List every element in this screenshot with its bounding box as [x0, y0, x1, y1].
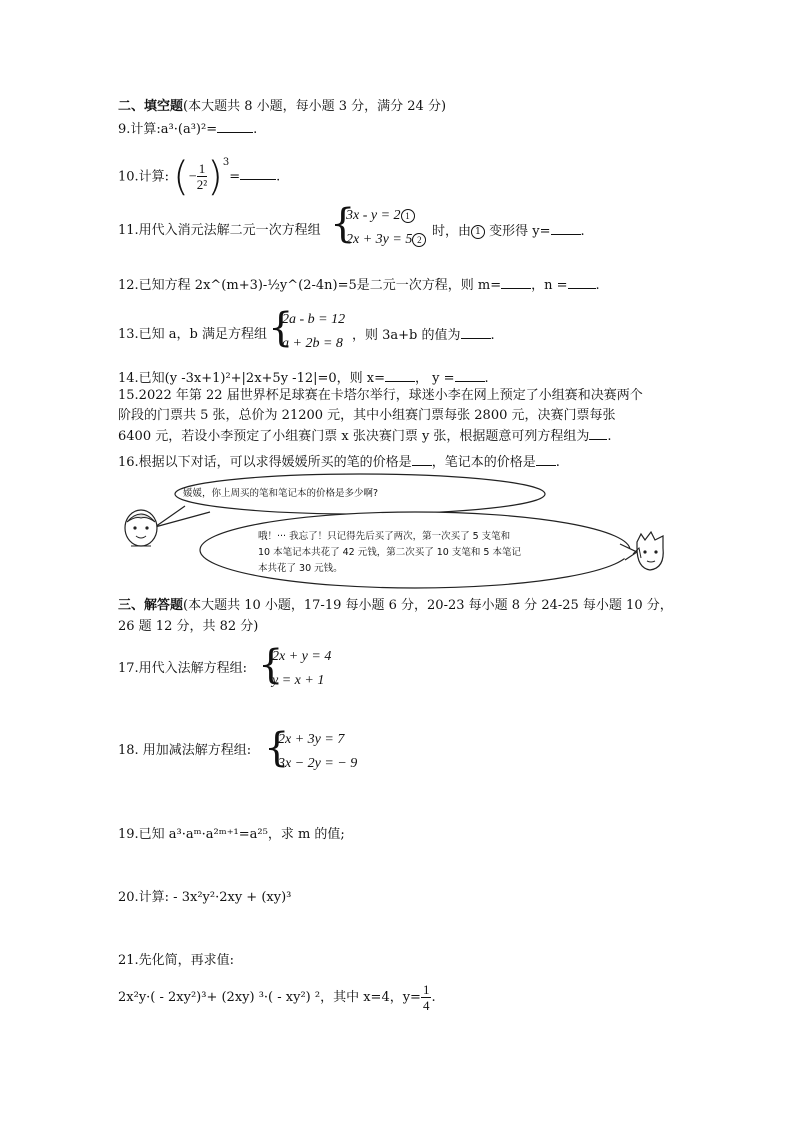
- q17-equation-1: 2x + y = 4: [272, 649, 332, 664]
- q10-fraction: $\frac{1}{\text{2²}}$: [196, 161, 208, 193]
- answer-blank: [412, 453, 432, 466]
- boy-avatar-icon: [633, 532, 663, 570]
- q18-equation-2: 3x − 2y = − 9: [278, 756, 358, 771]
- answer-blank: [217, 120, 253, 133]
- section2-subtitle: (本大题共 8 小题，每小题 3 分，满分 24 分): [183, 99, 447, 114]
- answer-blank: [501, 276, 531, 289]
- q11-equation-2: 2x + 3y = 5 2: [346, 232, 426, 248]
- q10-prefix: 10.计算:: [118, 169, 170, 185]
- answer-blank: [551, 222, 581, 235]
- question-16: 16.根据以下对话，可以求得媛媛所买的笔的价格是 ，笔记本的价格是 .: [118, 455, 560, 470]
- question-14: 14.已知(y -3x+1)²+|2x+5y -12|=0，则 x= ， y = .: [118, 371, 489, 386]
- q13-prefix: 13.已知 a，b 满足方程组: [118, 327, 268, 342]
- answer-blank: [589, 427, 607, 440]
- question-11-prefix: 11.用代入消元法解二元一次方程组: [118, 223, 321, 238]
- q17-equation-2: y = x + 1: [272, 673, 325, 688]
- q13-equation-2: a + 2b = 8: [282, 336, 343, 351]
- circled-one-icon: 1: [471, 225, 485, 239]
- question-9: 9.计算:a³·(a³)²= .: [118, 122, 258, 137]
- question-19: 19.已知 a³·aᵐ·a²ᵐ⁺¹=a²⁵，求 m 的值;: [118, 827, 345, 842]
- girl-avatar-icon: [125, 510, 157, 546]
- answer-blank: [536, 453, 556, 466]
- q12-text: 12.已知方程 2x^(m+3)-½y^(2-4n)=5是二元一次方程，则 m=: [118, 278, 502, 293]
- question-20: 20.计算: - 3x²y²·2xy + (xy)³: [118, 890, 292, 905]
- bubble-1-text: 媛媛，你上周买的笔和笔记本的价格是多少啊?: [183, 488, 379, 499]
- section3-line-1: (本大题共 10 小题，17-19 每小题 6 分，20-23 每小题 8 分 24-25 每小题 10 分，: [183, 598, 673, 613]
- q13-suffix: ，则 3a+b 的值为 .: [352, 328, 495, 343]
- answer-blank: [568, 276, 596, 289]
- question-12: 12.已知方程 2x^(m+3)-½y^(2-4n)=5是二元一次方程，则 m= ，n = .: [118, 278, 600, 293]
- bubble-1-tail: [155, 506, 210, 527]
- q21-line-1: 21.先化简，再求值:: [118, 953, 235, 968]
- section2-title: 二、填空题: [118, 99, 184, 114]
- left-brace-icon: {: [258, 642, 284, 688]
- q9-text: 9.计算:a³·(a³)²=: [118, 122, 218, 137]
- left-brace-icon: {: [330, 201, 356, 247]
- answer-blank: [461, 326, 491, 339]
- q17-prefix: 17.用代入法解方程组:: [118, 661, 248, 676]
- right-paren-icon: ): [207, 153, 223, 200]
- q15-line-3: 6400 元，若设小李预定了小组赛门票 x 张决赛门票 y 张，根据题意可列方程组为 .: [118, 429, 612, 444]
- q21-line-2: 2x²y·( - 2xy²)³+ (2xy) ³·( - xy²) ²，其中 x=4，y= $\frac{1}{4}$ .: [118, 982, 436, 1013]
- left-brace-icon: {: [268, 305, 294, 351]
- q18-prefix: 18. 用加减法解方程组:: [118, 743, 252, 758]
- section3-header: [118, 597, 673, 615]
- question-10: 10.计算: (− $\frac{1}{\text{2²}}$ )$^3$= .: [118, 153, 281, 200]
- q15-line-1: 15.2022 年第 22 届世界杯足球赛在卡塔尔举行，球迷小李在网上预定了小组赛和决赛两个: [118, 388, 643, 403]
- q15-line-2: 阶段的门票共 5 张，总价为 21200 元，其中小组赛门票每张 2800 元，决赛门票每张: [118, 408, 616, 423]
- section2-header: [118, 98, 446, 116]
- q13-equation-1: 2a - b = 12: [282, 312, 346, 327]
- bubble-2-line-1: 哦！··· 我忘了！只记得先后买了两次，第一次买了 5 支笔和: [258, 531, 511, 542]
- q11-equation-1: 3x - y = 2 1: [346, 208, 415, 224]
- bubble-2-line-3: 本共花了 30 元钱。: [258, 563, 343, 574]
- q11-suffix: 时，由 1 变形得 y= .: [432, 224, 585, 239]
- answer-blank: [240, 167, 276, 180]
- section3-line-2: 26 题 12 分，共 82 分): [118, 619, 259, 634]
- section3-title: 三、解答题: [118, 598, 184, 613]
- answer-blank: [385, 369, 415, 382]
- left-paren-icon: (: [173, 153, 189, 200]
- circled-one-icon: 1: [401, 209, 415, 223]
- q10-suffix: =: [229, 169, 241, 185]
- answer-blank: [455, 369, 485, 382]
- bubble-2-line-2: 10 本笔记本共花了 42 元钱，第二次买了 10 支笔和 5 本笔记: [258, 547, 521, 558]
- circled-two-icon: 2: [412, 233, 426, 247]
- q18-equation-1: 2x + 3y = 7: [278, 732, 345, 747]
- q21-fraction: $\frac{1}{4}$: [422, 982, 430, 1013]
- left-brace-icon: {: [264, 725, 290, 771]
